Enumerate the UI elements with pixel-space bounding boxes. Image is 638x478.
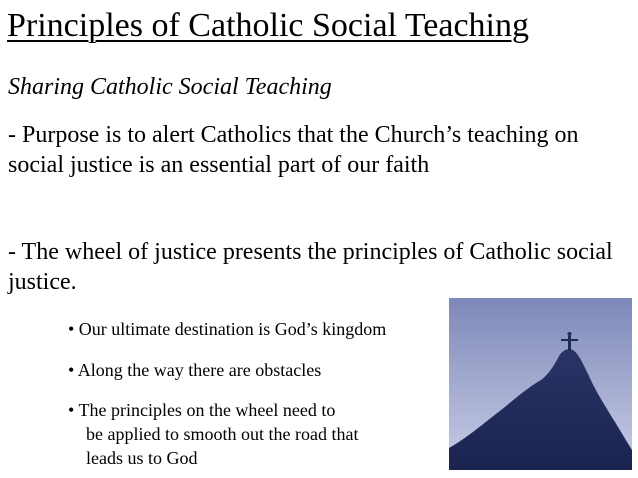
slide-subtitle: Sharing Catholic Social Teaching [8,74,332,100]
bullet-principles [68,398,358,470]
mountain-statue-image [449,298,632,470]
bullet-obstacles: • Along the way there are obstacles [68,360,322,380]
bullet-principles-line-2: be applied to smooth out the road that [86,424,359,444]
wheel-paragraph: - The wheel of justice presents the principles of Catholic social justice. [8,239,613,295]
purpose-paragraph: - Purpose is to alert Catholics that the Church’s teaching on social justice is an essential part of our faith [8,122,579,178]
bullet-principles-line-1: • The principles on the wheel need to [68,400,336,420]
bullet-destination: • Our ultimate destination is God’s kingdom [68,319,387,339]
bullet-principles-line-3: leads us to God [86,448,198,468]
slide-title: Principles of Catholic Social Teaching [7,7,529,44]
